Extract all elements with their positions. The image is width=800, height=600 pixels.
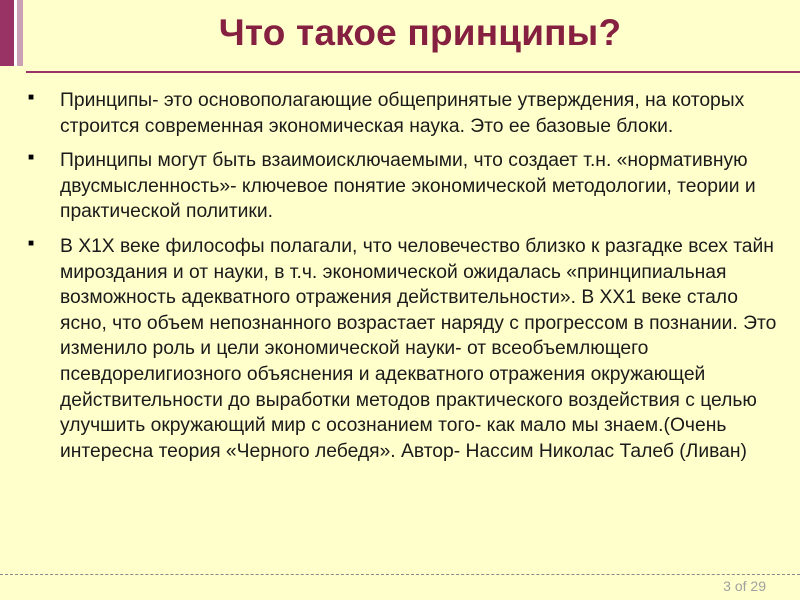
- accent-bar: [0, 0, 14, 66]
- footer-divider: [0, 574, 800, 575]
- bullet-text: Принципы- это основополагающие общепринятые утверждения, на которых строится современная экономическая наука. Это ее базовые блоки.: [60, 90, 745, 137]
- bullet-item: [28, 234, 780, 464]
- bullet-text: В Х1Х веке философы полагали, что человечество близко к разгадке всех тайн мироздания и от науки, в т.ч. экономической ожидалась «принципиальная возможность адекватного отражения действительности». В ХХ1 веке стало ясно, что объем непознанного возрастает наряду с прогрессом в познании. Это изменило роль и цели экономической науки- от всеобъемлющего псевдорелигиозного объяснения и адекватного отражения окружающей действительности до выработки методов практического воздействия с целью улучшить окружающий мир с осознанием того- как мало мы знаем.(Очень интересна теория «Черного лебедя». Автор- Нассим Николас Талеб (Ливан): [60, 235, 777, 462]
- slide-content: [28, 88, 780, 473]
- title-divider: [26, 71, 800, 73]
- slide-title: Что такое принципы?: [218, 12, 622, 53]
- bullet-text: Принципы могут быть взаимоисключаемыми, что создает т.н. «нормативную двусмысленность»- ключевое понятие экономической методологии, теории и практической политики.: [60, 150, 756, 223]
- square-bullet-icon: ■: [28, 237, 35, 249]
- bullet-item: [28, 88, 780, 139]
- bullet-item: [28, 148, 780, 225]
- page-number: 3 of 29: [723, 578, 766, 594]
- square-bullet-icon: ■: [28, 152, 35, 164]
- square-bullet-icon: ■: [28, 92, 35, 103]
- accent-bar-edge: [17, 0, 23, 66]
